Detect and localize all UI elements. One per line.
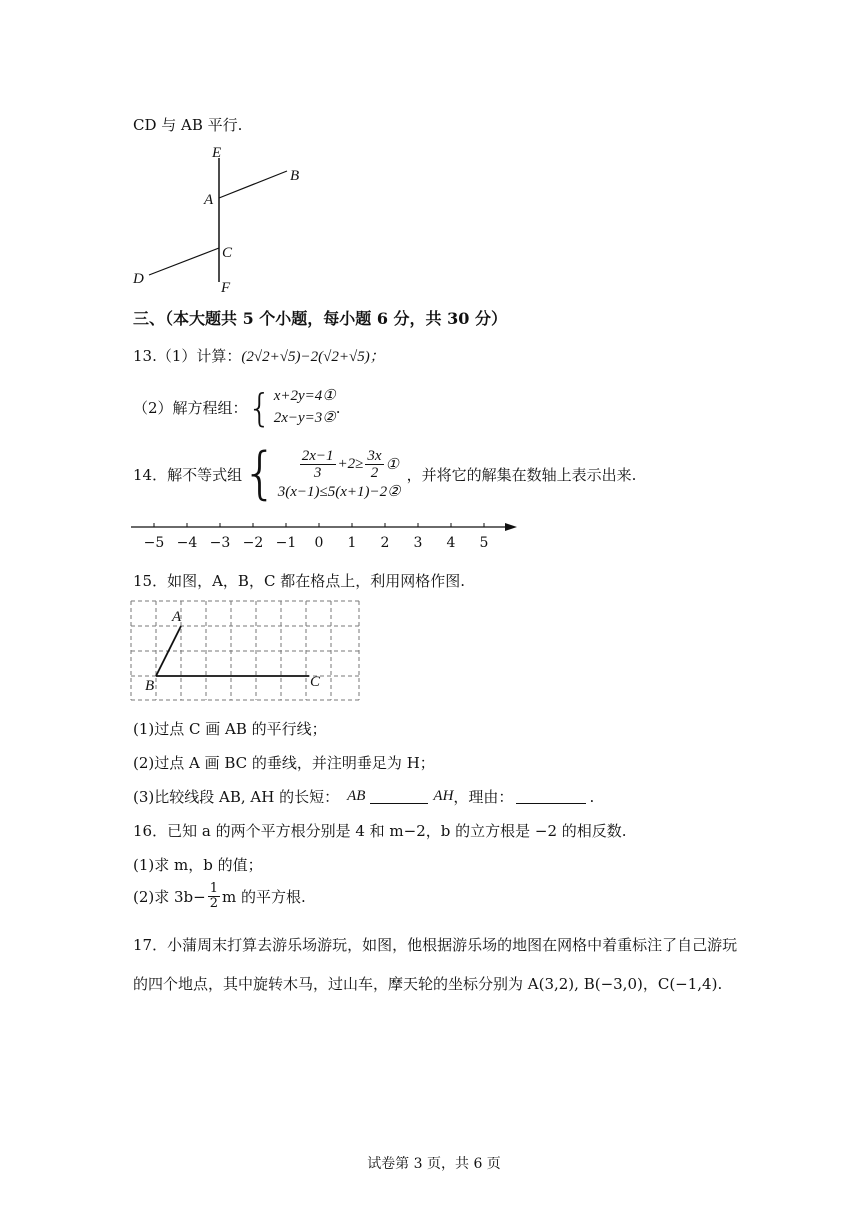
q14-ineq2: 3(x−1)≤5(x+1)−2② [277, 483, 401, 500]
tick-label: 2 [380, 535, 390, 551]
q14-prefix: 14．解不等式组 [133, 465, 243, 484]
q15-p3 [133, 786, 594, 807]
label-d: D [133, 271, 144, 287]
q14-num2: 3x [367, 447, 382, 464]
parallel-lines-figure [125, 140, 315, 300]
q13-part1-expr: (2√2+√5)−2(√2+√5)； [241, 349, 385, 365]
tick-label: 3 [413, 535, 423, 551]
q15-p3-reason: ，理由： [453, 788, 514, 806]
q15-p3-end: . [589, 787, 595, 806]
grid-label-a: A [172, 609, 182, 625]
q13-part2: （2）解方程组： { x+2y=4① 2x−y=3② . [133, 385, 341, 430]
q15-p3-ah: AH [433, 788, 454, 804]
number-line [125, 515, 525, 555]
q17-line2: 的四个地点，其中旋转木马，过山车，摩天轮的坐标分别为 A(3,2), B(−3,0)，C(−1,4). [133, 975, 723, 993]
tick-label: −2 [242, 535, 264, 551]
q16-p1: (1)求 m，b 的值； [133, 856, 263, 874]
tick-label: 4 [446, 535, 456, 551]
grid-label-b: B [145, 678, 155, 694]
label-e: E [212, 145, 222, 161]
grid-label-c: C [310, 674, 321, 690]
q14-den2: 2 [370, 465, 379, 481]
tick-label: 5 [479, 535, 489, 551]
q14: 14．解不等式组 { $\frac{2x-1}{3}$ +2≥ $\frac{3x}{2}$ ① 3(x−1)≤5(x+1)−2② ，并将它的解集在数轴上表示出来. [133, 441, 637, 506]
section-heading: 三、（本大题共 5 个小题，每小题 6 分，共 30 分） [133, 309, 507, 328]
tick-label: 1 [347, 535, 357, 551]
q14-ineq1 [298, 448, 401, 482]
q13-part2-end: . [335, 398, 341, 417]
q15-p2: (2)过点 A 画 BC 的垂线，并注明垂足为 H； [133, 754, 435, 772]
label-c: C [222, 245, 233, 261]
q16-p2-den: 2 [209, 896, 219, 912]
q16-stem: 16．已知 a 的两个平方根分别是 4 和 m−2，b 的立方根是 −2 的相反数. [133, 822, 627, 840]
compare-blank[interactable] [370, 789, 428, 804]
intro-text: CD 与 AB 平行. [133, 116, 243, 134]
q16-p2-num: 1 [209, 881, 219, 896]
q16-p2 [133, 882, 306, 912]
tick-label: −1 [275, 535, 297, 551]
q14-den1: 3 [313, 465, 322, 481]
q15-stem: 15．如图，A，B，C 都在格点上，利用网格作图. [133, 572, 465, 590]
q14-num1: 2x−1 [301, 447, 334, 464]
q14-suffix: ，并将它的解集在数轴上表示出来. [406, 465, 637, 484]
q14-mid: +2≥ [337, 456, 364, 472]
q13-eq2: 2x−y=3② [273, 409, 336, 426]
page-footer: 试卷第 3 页，共 6 页 [367, 1156, 501, 1172]
q13-part1-prefix: 13.（1）计算： [133, 347, 242, 365]
q15-p1: (1)过点 C 画 AB 的平行线； [133, 720, 327, 738]
tick-label: −4 [176, 535, 198, 551]
label-a: A [204, 192, 214, 208]
label-b: B [290, 168, 300, 184]
q15-p3-ab: AB [347, 788, 366, 804]
q13-part1 [133, 345, 385, 366]
q14-tag1: ① [385, 457, 399, 473]
tick-label: 0 [314, 535, 324, 551]
tick-label: −5 [143, 535, 165, 551]
q16-p2-prefix: (2)求 3b− [133, 888, 206, 907]
q17-line1: 17．小蒲周末打算去游乐场游玩，如图，他根据游乐场的地图在网格中着重标注了自己游玩 [133, 936, 738, 954]
grid-figure [125, 598, 370, 708]
q16-p2-suffix: m 的平方根. [222, 888, 306, 907]
q13-eq1: x+2y=4① [273, 388, 336, 404]
label-f: F [221, 280, 231, 296]
arrow-right-icon [505, 523, 517, 531]
tick-label: −3 [209, 535, 231, 551]
q13-part2-prefix: （2）解方程组： [133, 399, 248, 418]
reason-blank[interactable] [516, 789, 586, 804]
q15-p3-prefix: (3)比较线段 AB, AH 的长短： [133, 788, 340, 806]
